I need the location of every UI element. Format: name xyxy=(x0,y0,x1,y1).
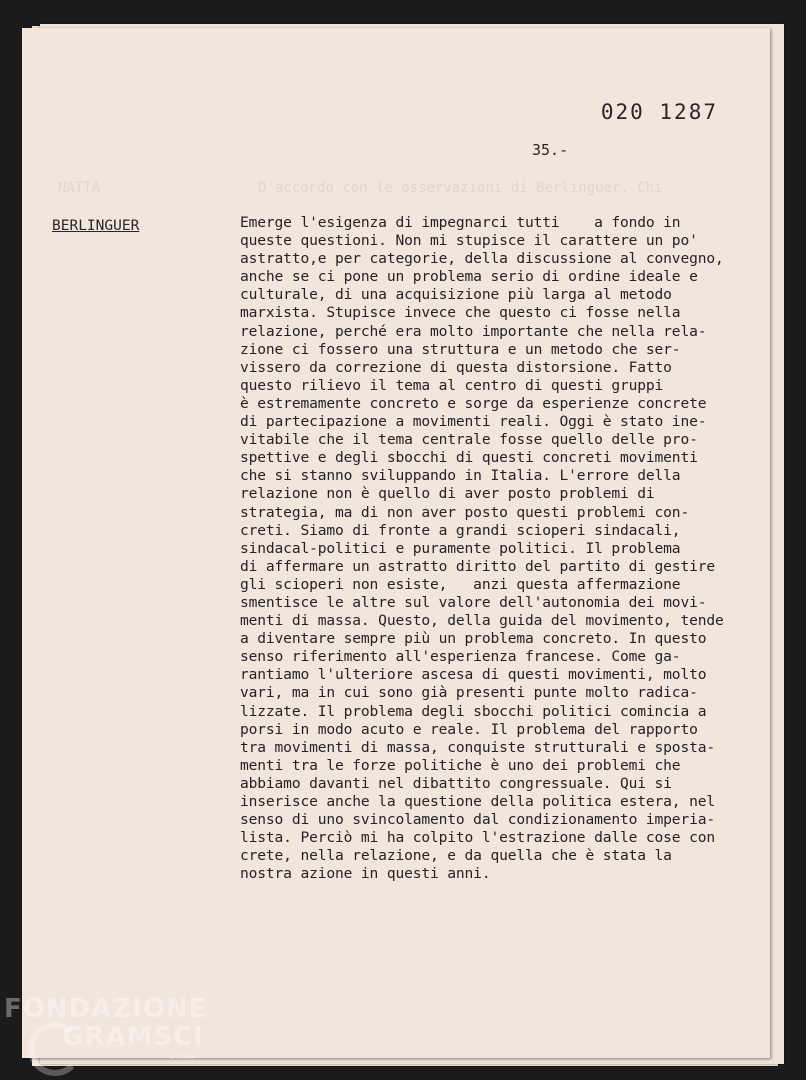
body-line: di affermare un astratto diritto del partito di gestire xyxy=(240,557,715,575)
body-line: culturale, di una acquisizione più larga al metodo xyxy=(240,286,672,304)
gramsci-logo-icon xyxy=(28,1022,82,1076)
body-line: vari, ma in cui sono già presenti punte molto radica- xyxy=(240,684,698,702)
body-line: lizzate. Il problema degli sbocchi politici comincia a xyxy=(240,702,707,720)
body-line: senso di uno svincolamento dal condizionamento imperia- xyxy=(240,811,715,829)
body-line: tra movimenti di massa, conquiste strutturali e sposta- xyxy=(240,738,715,756)
body-line: zione ci fossero una struttura e un metodo che ser- xyxy=(240,340,681,358)
body-line: astratto,e per categorie, della discussione al convegno, xyxy=(240,250,724,268)
body-line: relazione, perché era molto importante che nella rela- xyxy=(240,322,707,340)
typed-page xyxy=(22,28,770,1058)
body-line: abbiamo davanti nel dibattito congressuale. Qui si xyxy=(240,774,672,792)
bleed-through-speaker: NATTA xyxy=(58,180,101,196)
body-line: Emerge l'esigenza di impegnarci tutti a fondo in xyxy=(240,214,681,231)
body-line: questo rilievo il tema al centro di questi gruppi xyxy=(240,376,664,394)
fondazione-gramsci-watermark xyxy=(4,994,208,1062)
body-line: gli scioperi non esiste, anzi questa affermazione xyxy=(240,575,681,593)
body-line: strategia, ma di non aver posto questi problemi con- xyxy=(240,503,690,521)
document-number: 020 1287 xyxy=(600,100,718,124)
body-line: a diventare sempre più un problema concreto. In questo xyxy=(240,630,707,648)
body-line: queste questioni. Non mi stupisce il carattere un po' xyxy=(240,232,698,250)
body-line: anche se ci pone un problema serio di ordine ideale e xyxy=(240,268,698,286)
body-line: menti di massa. Questo, della guida del movimento, tende xyxy=(240,612,724,630)
body-line: porsi in modo acuto e reale. Il problema del rapporto xyxy=(240,720,698,738)
body-line: di partecipazione a movimenti reali. Oggi è stato ine- xyxy=(240,413,707,431)
body-line: sindacal-politici e puramente politici. Il problema xyxy=(240,539,681,557)
page-number: 35.- xyxy=(532,141,569,159)
body-line: creti. Siamo di fronte a grandi scioperi sindacali, xyxy=(240,521,681,539)
bleed-through-line: D'accordo con le osservazioni di Berlinguer. Chi xyxy=(258,180,663,196)
body-line: smentisce le altre sul valore dell'autonomia dei movi- xyxy=(240,593,707,611)
body-line: crete, nella relazione, e da quella che è stata la xyxy=(240,847,672,865)
watermark-line1: FONDAZIONE xyxy=(4,994,208,1024)
body-line: vissero da correzione di questa distorsione. Fatto xyxy=(240,358,672,376)
body-line: spettive e degli sbocchi di questi concreti movimenti xyxy=(240,449,698,467)
speaker-name: BERLINGUER xyxy=(52,218,140,234)
body-line: è estremamente concreto e sorge da esperienze concrete xyxy=(240,394,707,412)
body-line: che si stanno sviluppando in Italia. L'errore della xyxy=(240,467,681,485)
watermark-line2: GRAMSCI xyxy=(62,1022,204,1052)
body-line: marxista. Stupisce invece che questo ci fosse nella xyxy=(240,304,681,322)
body-line: rantiamo l'ulteriore ascesa di questi movimenti, molto xyxy=(240,666,707,684)
body-line: vitabile che il tema centrale fosse quello delle pro- xyxy=(240,431,698,449)
body-line: inserisce anche la questione della politica estera, nel xyxy=(240,793,715,810)
body-line: relazione non è quello di aver posto problemi di xyxy=(240,485,655,503)
body-line: lista. Perciò mi ha colpito l'estrazione dalle cose con xyxy=(240,829,715,847)
body-line: menti tra le forze politiche è uno dei problemi che xyxy=(240,756,681,774)
speech-body-text xyxy=(240,214,766,883)
body-line: nostra azione in questi anni. xyxy=(240,865,491,883)
watermark-small: onlus xyxy=(170,1052,195,1062)
body-line: senso riferimento all'esperienza francese. Come ga- xyxy=(240,648,681,666)
